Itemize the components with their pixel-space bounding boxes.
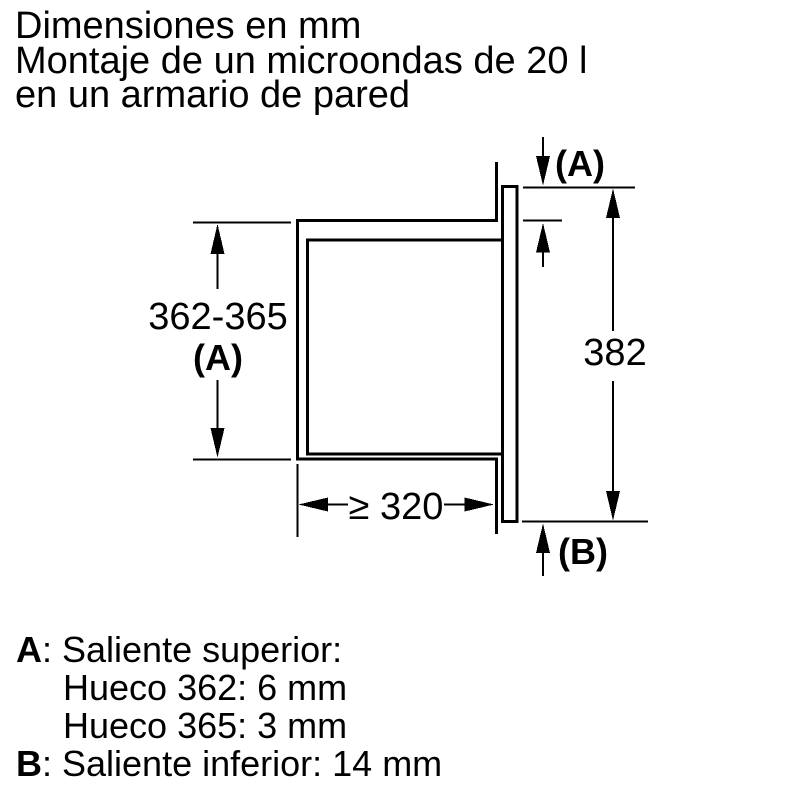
arrowhead-door-height-up — [606, 189, 620, 219]
legend-text-a: : Saliente superior: — [42, 629, 343, 670]
title-line-3: en un armario de pared — [15, 74, 411, 116]
arrowhead-niche-depth-left — [299, 498, 329, 512]
legend-line-a — [16, 631, 442, 669]
arrowhead-niche-height-down — [211, 428, 225, 458]
title-line-1: Dimensiones en mm — [15, 5, 362, 47]
legend-key-a: A — [16, 629, 42, 670]
legend — [16, 631, 442, 783]
microwave-door-panel — [503, 187, 518, 522]
legend-line-hueco-362: Hueco 362: 6 mm — [63, 667, 348, 708]
niche-height-dimension-label: 362-365 — [148, 296, 288, 338]
legend-key-b: B — [16, 743, 42, 784]
title-line-2: Montaje de un microondas de 20 l — [15, 39, 588, 82]
arrowhead-top-gap-down — [536, 156, 550, 186]
legend-line-b — [16, 745, 442, 783]
arrowhead-top-gap-up — [536, 223, 550, 253]
niche-height-ref-label: (A) — [193, 337, 243, 378]
arrowhead-niche-height-up — [211, 224, 225, 254]
top-gap-ref-label: (A) — [555, 143, 605, 184]
bottom-gap-ref-label: (B) — [558, 531, 608, 572]
legend-line-hueco-365: Hueco 365: 3 mm — [63, 705, 348, 746]
arrowhead-door-height-down — [606, 491, 620, 521]
arrowhead-niche-depth-right — [465, 498, 495, 512]
door-height-dimension-label: 382 — [583, 332, 647, 374]
arrowhead-bottom-gap-up — [536, 524, 550, 554]
niche-depth-dimension-label: ≥ 320 — [348, 486, 444, 528]
legend-text-b: : Saliente inferior: 14 mm — [42, 743, 443, 784]
